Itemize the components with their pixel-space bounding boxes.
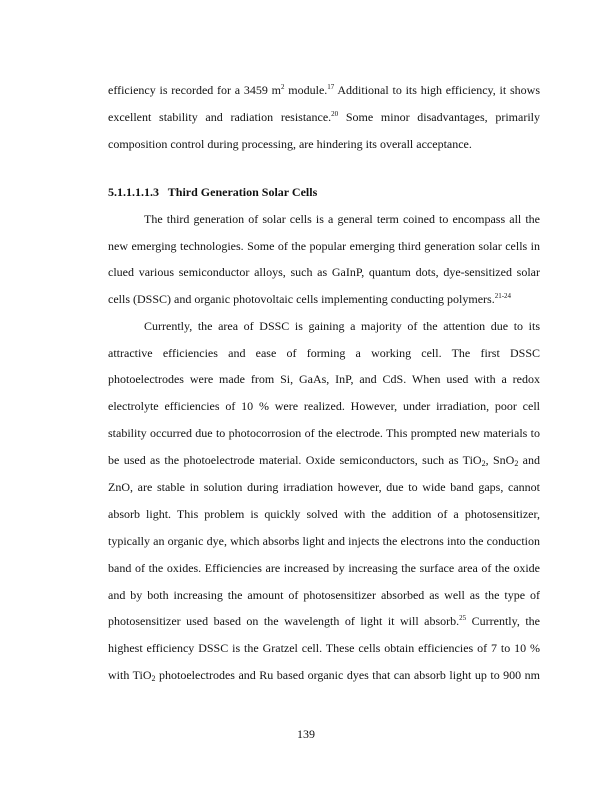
- superscript: 2: [281, 83, 285, 91]
- paragraph-3-line-4: electrolyte efficiencies of 10 % were realized. However, under irradiation, poor cell: [108, 399, 540, 413]
- section-title: Third Generation Solar Cells: [167, 185, 318, 199]
- paragraph-3-line-7: ZnO, are stable in solution during irradiation however, due to wide band gaps, cannot: [108, 480, 540, 494]
- paragraph-3-line-5: stability occurred due to photocorrosion of the electrode. This prompted new materials to: [108, 426, 540, 440]
- section-number: 5.1.1.1.1.3: [108, 185, 159, 199]
- paragraph-1-line-2: excellent stability and radiation resistance.$^{20}$ Some minor disadvantages, primarily: [108, 110, 540, 124]
- paragraph-2-line-4: cells (DSSC) and organic photovoltaic cells implementing conducting polymers.$^{21-24}$: [108, 292, 512, 306]
- paragraph-3-line-13: highest efficiency DSSC is the Gratzel cell. These cells obtain efficiencies of 7 to 10 %: [108, 641, 540, 655]
- page-number: 139: [297, 727, 315, 741]
- subscript: 2: [514, 459, 519, 468]
- paragraph-1-line-1: efficiency is recorded for a 3459 $m^2$ module.$^{17}$ Additional to its high efficiency, it shows: [108, 83, 540, 97]
- subscript: 2: [151, 674, 156, 683]
- subscript: 2: [481, 459, 486, 468]
- citation-superscript: 21-24: [494, 292, 512, 300]
- paragraph-3-line-14: with TiO$_2$ photoelectrodes and Ru based organic dyes that can absorb light up to 900 nm: [108, 668, 540, 683]
- paragraph-3-line-1: Currently, the area of DSSC is gaining a majority of the attention due to its: [144, 319, 540, 333]
- paragraph-3-line-8: absorb light. This problem is quickly solved with the addition of a photosensitizer,: [108, 507, 540, 521]
- paragraph-3-line-11: and by both increasing the amount of photosensitizer absorbed as well as the type of: [108, 588, 540, 602]
- paragraph-2-line-3: clued various semiconductor alloys, such as GaInP, quantum dots, dye-sensitized solar: [108, 265, 540, 279]
- section-heading: [108, 185, 317, 199]
- citation-superscript: 20: [331, 110, 339, 118]
- paragraph-3-line-2: attractive efficiencies and ease of forming a working cell. The first DSSC: [108, 346, 540, 360]
- paragraph-2-line-2: new emerging technologies. Some of the popular emerging third generation solar cells in: [108, 239, 540, 253]
- paragraph-1-line-3: composition control during processing, are hindering its overall acceptance.: [108, 137, 472, 151]
- paragraph-3-line-3: photoelectrodes were made from Si, GaAs, InP, and CdS. When used with a redox: [108, 372, 540, 386]
- paragraph-3-line-6: be used as the photoelectrode material. Oxide semiconductors, such as TiO$_2$, SnO$_2$ and: [108, 453, 541, 468]
- citation-superscript: 17: [327, 83, 335, 91]
- paragraph-2-line-1: The third generation of solar cells is a general term coined to encompass all the: [144, 212, 540, 226]
- paragraph-3-line-10: band of the oxides. Efficiencies are increased by increasing the surface area of the oxide: [108, 561, 540, 575]
- paragraph-3-line-9: typically an organic dye, which absorbs light and injects the electrons into the conduction: [108, 534, 540, 548]
- paragraph-3-line-12: photosensitizer used based on the wavelength of light it will absorb.$^{25}$ Currently, the: [108, 614, 540, 628]
- citation-superscript: 25: [459, 614, 467, 622]
